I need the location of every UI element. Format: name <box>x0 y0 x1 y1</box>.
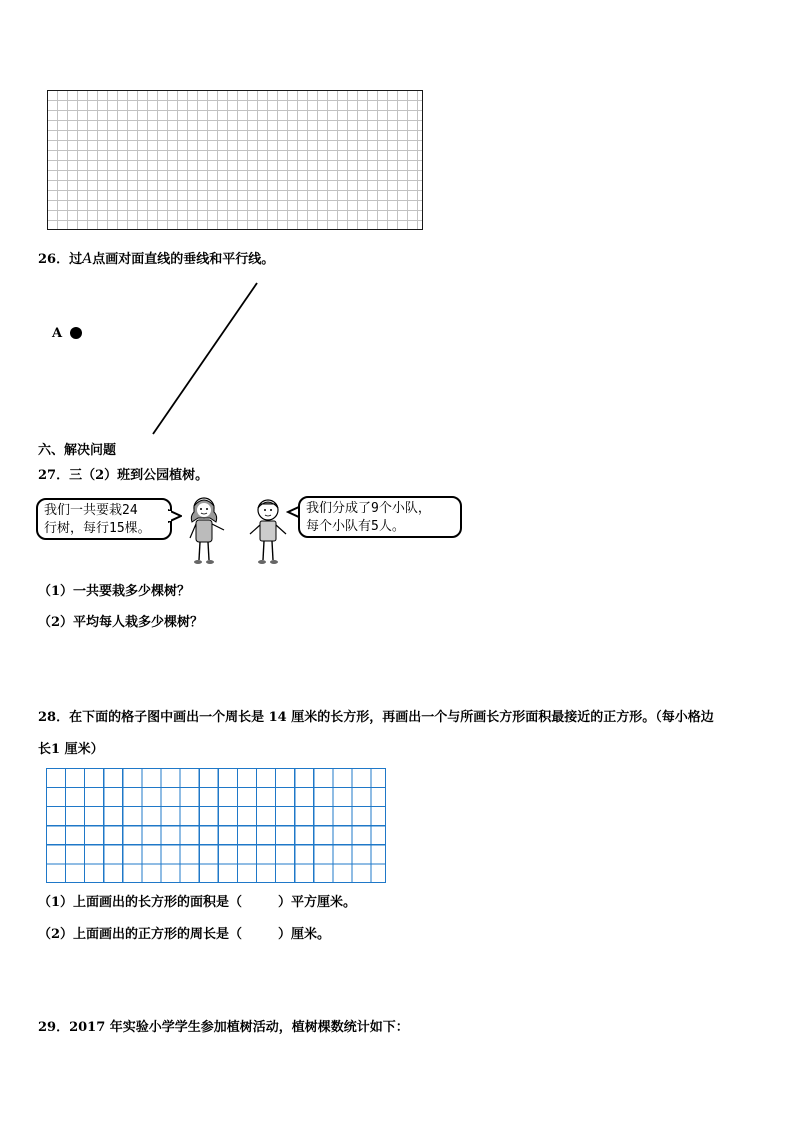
boy-speech-bubble: 我们分成了9个小队， 每个小队有5人。 <box>298 496 462 538</box>
question-26-point-letter: A <box>82 251 93 267</box>
question-27-sub-1: （1）一共要栽多少棵树？ <box>38 584 191 599</box>
question-26-number: 26． <box>38 252 70 267</box>
question-26-text-post: 点画对面直线的垂线和平行线。 <box>92 252 275 267</box>
question-28-sub-1-pre: （1）上面画出的长方形的面积是（ <box>38 895 243 910</box>
question-26-text-pre: 过 <box>69 252 83 267</box>
question-29: 29．2017 年实验小学学生参加植树活动，植树棵数统计如下： <box>38 1020 409 1035</box>
boy-figure <box>248 496 288 568</box>
square-grid[interactable] <box>46 768 386 883</box>
girl-figure <box>180 494 236 568</box>
question-27: 27．三（2）班到公园植树。 <box>38 468 209 483</box>
point-a-dot <box>70 327 82 339</box>
section-title: 六、解决问题 <box>38 443 117 458</box>
question-28-sub-2-post: ）厘米。 <box>278 927 331 942</box>
given-line <box>153 283 257 434</box>
question-27-sub-2: （2）平均每人栽多少棵树？ <box>38 615 204 630</box>
question-28-line-2: 长1 厘米） <box>38 742 104 757</box>
question-28-sub-1-post: ）平方厘米。 <box>278 895 357 910</box>
figure-26 <box>0 0 794 460</box>
girl-speech-bubble: 我们一共要栽24 行树，每行15棵。 <box>36 498 172 540</box>
question-28-sub-2-pre: （2）上面画出的正方形的周长是（ <box>38 927 243 942</box>
question-28-sub-2 <box>38 928 330 941</box>
point-a-label: A <box>52 326 63 341</box>
question-28-line-1: 28．在下面的格子图中画出一个周长是 14 厘米的长方形，再画出一个与所画长方形面积最接近的正方形。（每小格边 <box>38 710 714 725</box>
question-28-sub-1 <box>38 896 356 909</box>
